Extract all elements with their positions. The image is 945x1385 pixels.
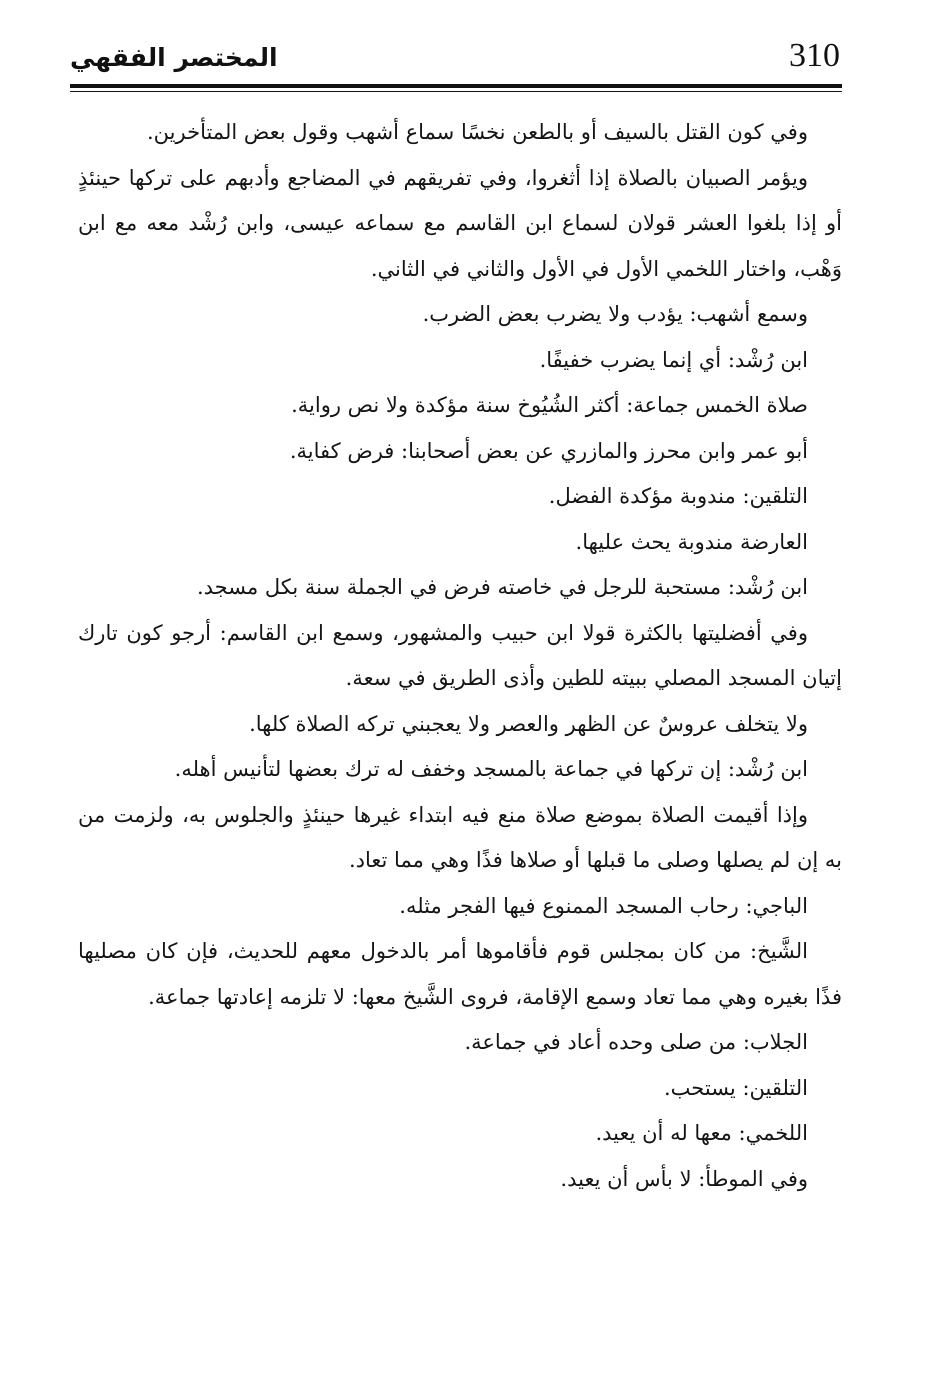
paragraph: وفي أفضليتها بالكثرة قولا ابن حبيب والمشهور، وسمع ابن القاسم: أرجو كون تارك إتيان المسجد المصلي ببيته للطين وأذى الطريق في سعة. xyxy=(78,620,842,690)
paragraph: أبو عمر وابن محرز والمازري عن بعض أصحابنا: فرض كفاية. xyxy=(289,438,808,463)
body-text xyxy=(78,110,842,1202)
paragraph: العارضة مندوبة يحث عليها. xyxy=(575,529,808,554)
paragraph: وفي الموطأ: لا بأس أن يعيد. xyxy=(560,1166,808,1191)
paragraph: الباجي: رحاب المسجد الممنوع فيها الفجر مثله. xyxy=(399,893,808,918)
paragraph: اللخمي: معها له أن يعيد. xyxy=(595,1121,808,1145)
paragraph: ولا يتخلف عروسٌ عن الظهر والعصر ولا يعجبني تركه الصلاة كلها. xyxy=(249,711,808,736)
paragraph: ابن رُشْد: إن تركها في جماعة بالمسجد وخفف له ترك بعضها لتأنيس أهله. xyxy=(174,757,808,781)
paragraph: ويؤمر الصبيان بالصلاة إذا أثغروا، وفي تفريقهم في المضاجع وأدبهم على تركها حينئذٍ أو إذا بلغوا العشر قولان لسماع ابن القاسم مع سماعه عيسى، وابن رُشْد معه مع ابن وَهْب، واختار اللخمي الأول في الأول والثاني في الثاني. xyxy=(78,165,842,281)
paragraph: ابن رُشْد: أي إنما يضرب خفيفًا. xyxy=(539,347,808,372)
paragraph: صلاة الخمس جماعة: أكثر الشُيُوخ سنة مؤكدة ولا نص رواية. xyxy=(291,393,808,417)
running-header xyxy=(70,36,840,84)
paragraph: الجلاب: من صلى وحده أعاد في جماعة. xyxy=(464,1030,808,1054)
paragraph: ابن رُشْد: مستحبة للرجل في خاصته فرض في الجملة سنة بكل مسجد. xyxy=(196,575,808,599)
paragraph: وفي كون القتل بالسيف أو بالطعن نخسًا سماع أشهب وقول بعض المتأخرين. xyxy=(147,120,808,144)
header-rule-thin xyxy=(70,91,842,92)
paragraph: وإذا أقيمت الصلاة بموضع صلاة منع فيه ابتداء غيرها حينئذٍ والجلوس به، ولزمت من به إن لم يصلها وصلى ما قبلها أو صلاها فذًا وهي مما تعاد. xyxy=(78,802,842,872)
paragraph: التلقين: مندوبة مؤكدة الفضل. xyxy=(548,484,808,508)
paragraph: وسمع أشهب: يؤدب ولا يضرب بعض الضرب. xyxy=(422,302,808,326)
header-rule xyxy=(70,84,842,88)
page-number: 310 xyxy=(789,37,840,74)
book-title: المختصر الفقهي xyxy=(70,43,278,72)
paragraph: التلقين: يستحب. xyxy=(664,1075,808,1100)
paragraph: الشَّيخ: من كان بمجلس قوم فأقاموها أمر بالدخول معهم للحديث، فإن كان مصليها فذًا بغيره وهي مما تعاد وسمع الإقامة، فروى الشَّيخ معها: لا تلزمه إعادتها جماعة. xyxy=(78,939,842,1009)
